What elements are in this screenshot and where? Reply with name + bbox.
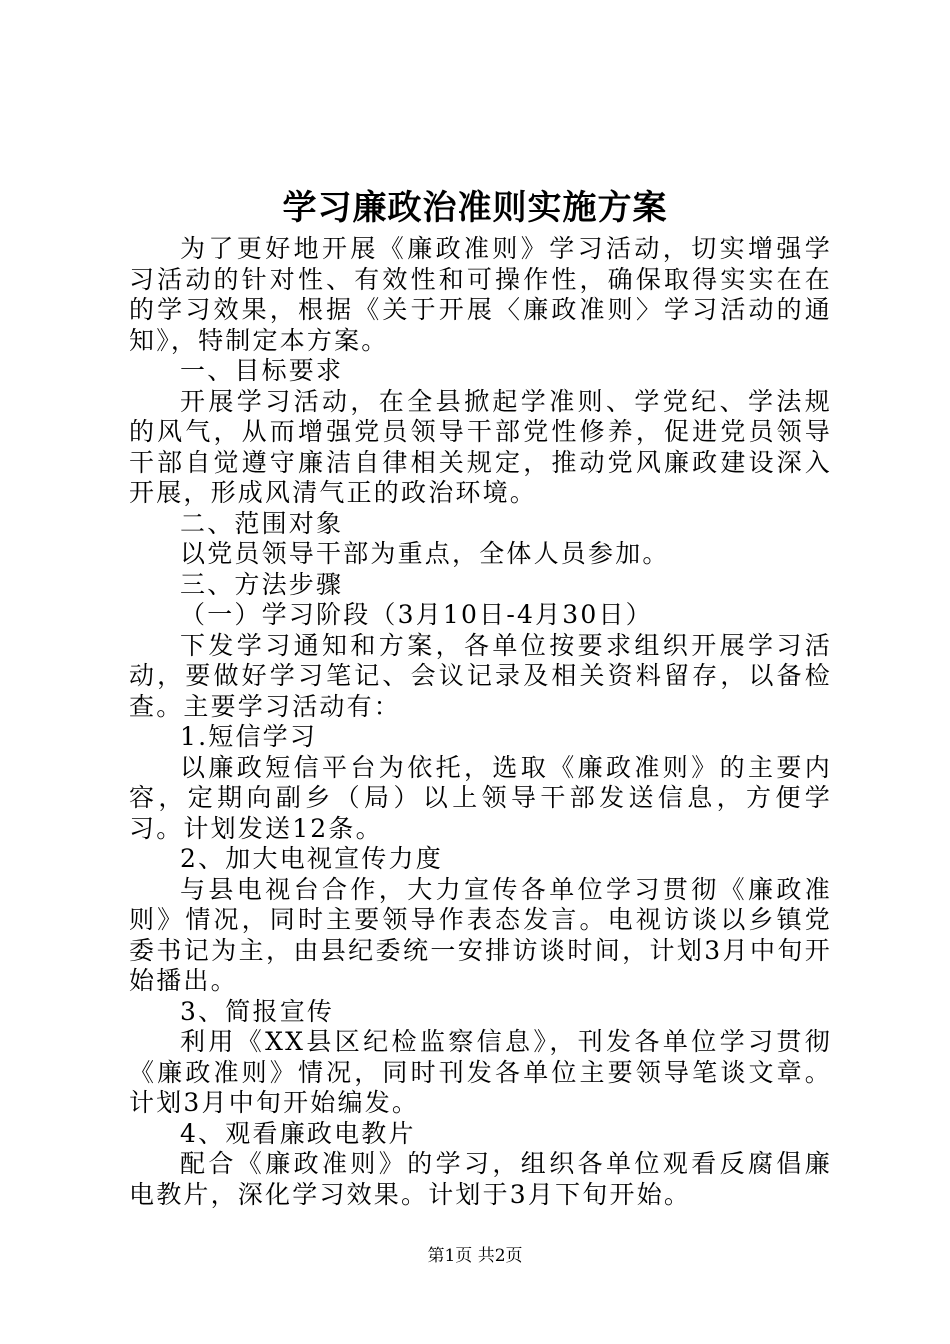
paragraph-intro: 为了更好地开展《廉政准则》学习活动，切实增强学习活动的针对性、有效性和可操作性，确保取得实实在在的学习效果，根据《关于开展〈廉政准则〉学习活动的通知》，特制定本方案。 <box>129 234 832 355</box>
heading-scope: 二、范围对象 <box>180 508 344 538</box>
item-heading-bulletin: 3、简报宣传 <box>180 996 335 1026</box>
paragraph-sms: 以廉政短信平台为依托，选取《廉政准则》的主要内容，定期向副乡（局）以上领导干部发送信息，方便学习。计划发送12条。 <box>129 752 832 843</box>
item-heading-film: 4、观看廉政电教片 <box>180 1118 416 1148</box>
paragraph-goals: 开展学习活动，在全县掀起学准则、学党纪、学法规的风气，从而增强党员领导干部党性修养，促进党员领导干部自觉遵守廉洁自律相关规定，推动党风廉政建设深入开展，形成风清气正的政治环境。 <box>129 386 832 507</box>
paragraph-tv: 与县电视台合作，大力宣传各单位学习贯彻《廉政准则》情况，同时主要领导作表态发言。电视访谈以乡镇党委书记为主，由县纪委统一安排访谈时间，计划3月中旬开始播出。 <box>129 874 832 995</box>
document-title: 学习廉政治准则实施方案 <box>282 188 668 228</box>
document-body <box>129 234 832 1210</box>
paragraph-bulletin: 利用《XX县区纪检监察信息》，刊发各单位学习贯彻《廉政准则》情况，同时刊发各单位主要领导笔谈文章。计划3月中旬开始编发。 <box>129 1027 832 1117</box>
paragraph-scope: 以党员领导干部为重点，全体人员参加。 <box>180 539 670 568</box>
item-heading-tv: 2、加大电视宣传力度 <box>180 844 443 873</box>
paragraph-film: 配合《廉政准则》的学习，组织各单位观看反腐倡廉电教片，深化学习效果。计划于3月下旬开始。 <box>129 1149 832 1209</box>
paragraph-study-stage: 下发学习通知和方案，各单位按要求组织开展学习活动，要做好学习笔记、会议记录及相关资料留存，以备检查。主要学习活动有： <box>129 630 832 721</box>
page-footer: 第1页 共2页 <box>427 1246 523 1266</box>
heading-methods: 三、方法步骤 <box>180 569 344 599</box>
item-heading-sms: 1.短信学习 <box>180 722 318 751</box>
heading-goals: 一、目标要求 <box>180 356 344 385</box>
subheading-study-stage: （一）学习阶段（3月10日-4月30日） <box>180 600 653 629</box>
